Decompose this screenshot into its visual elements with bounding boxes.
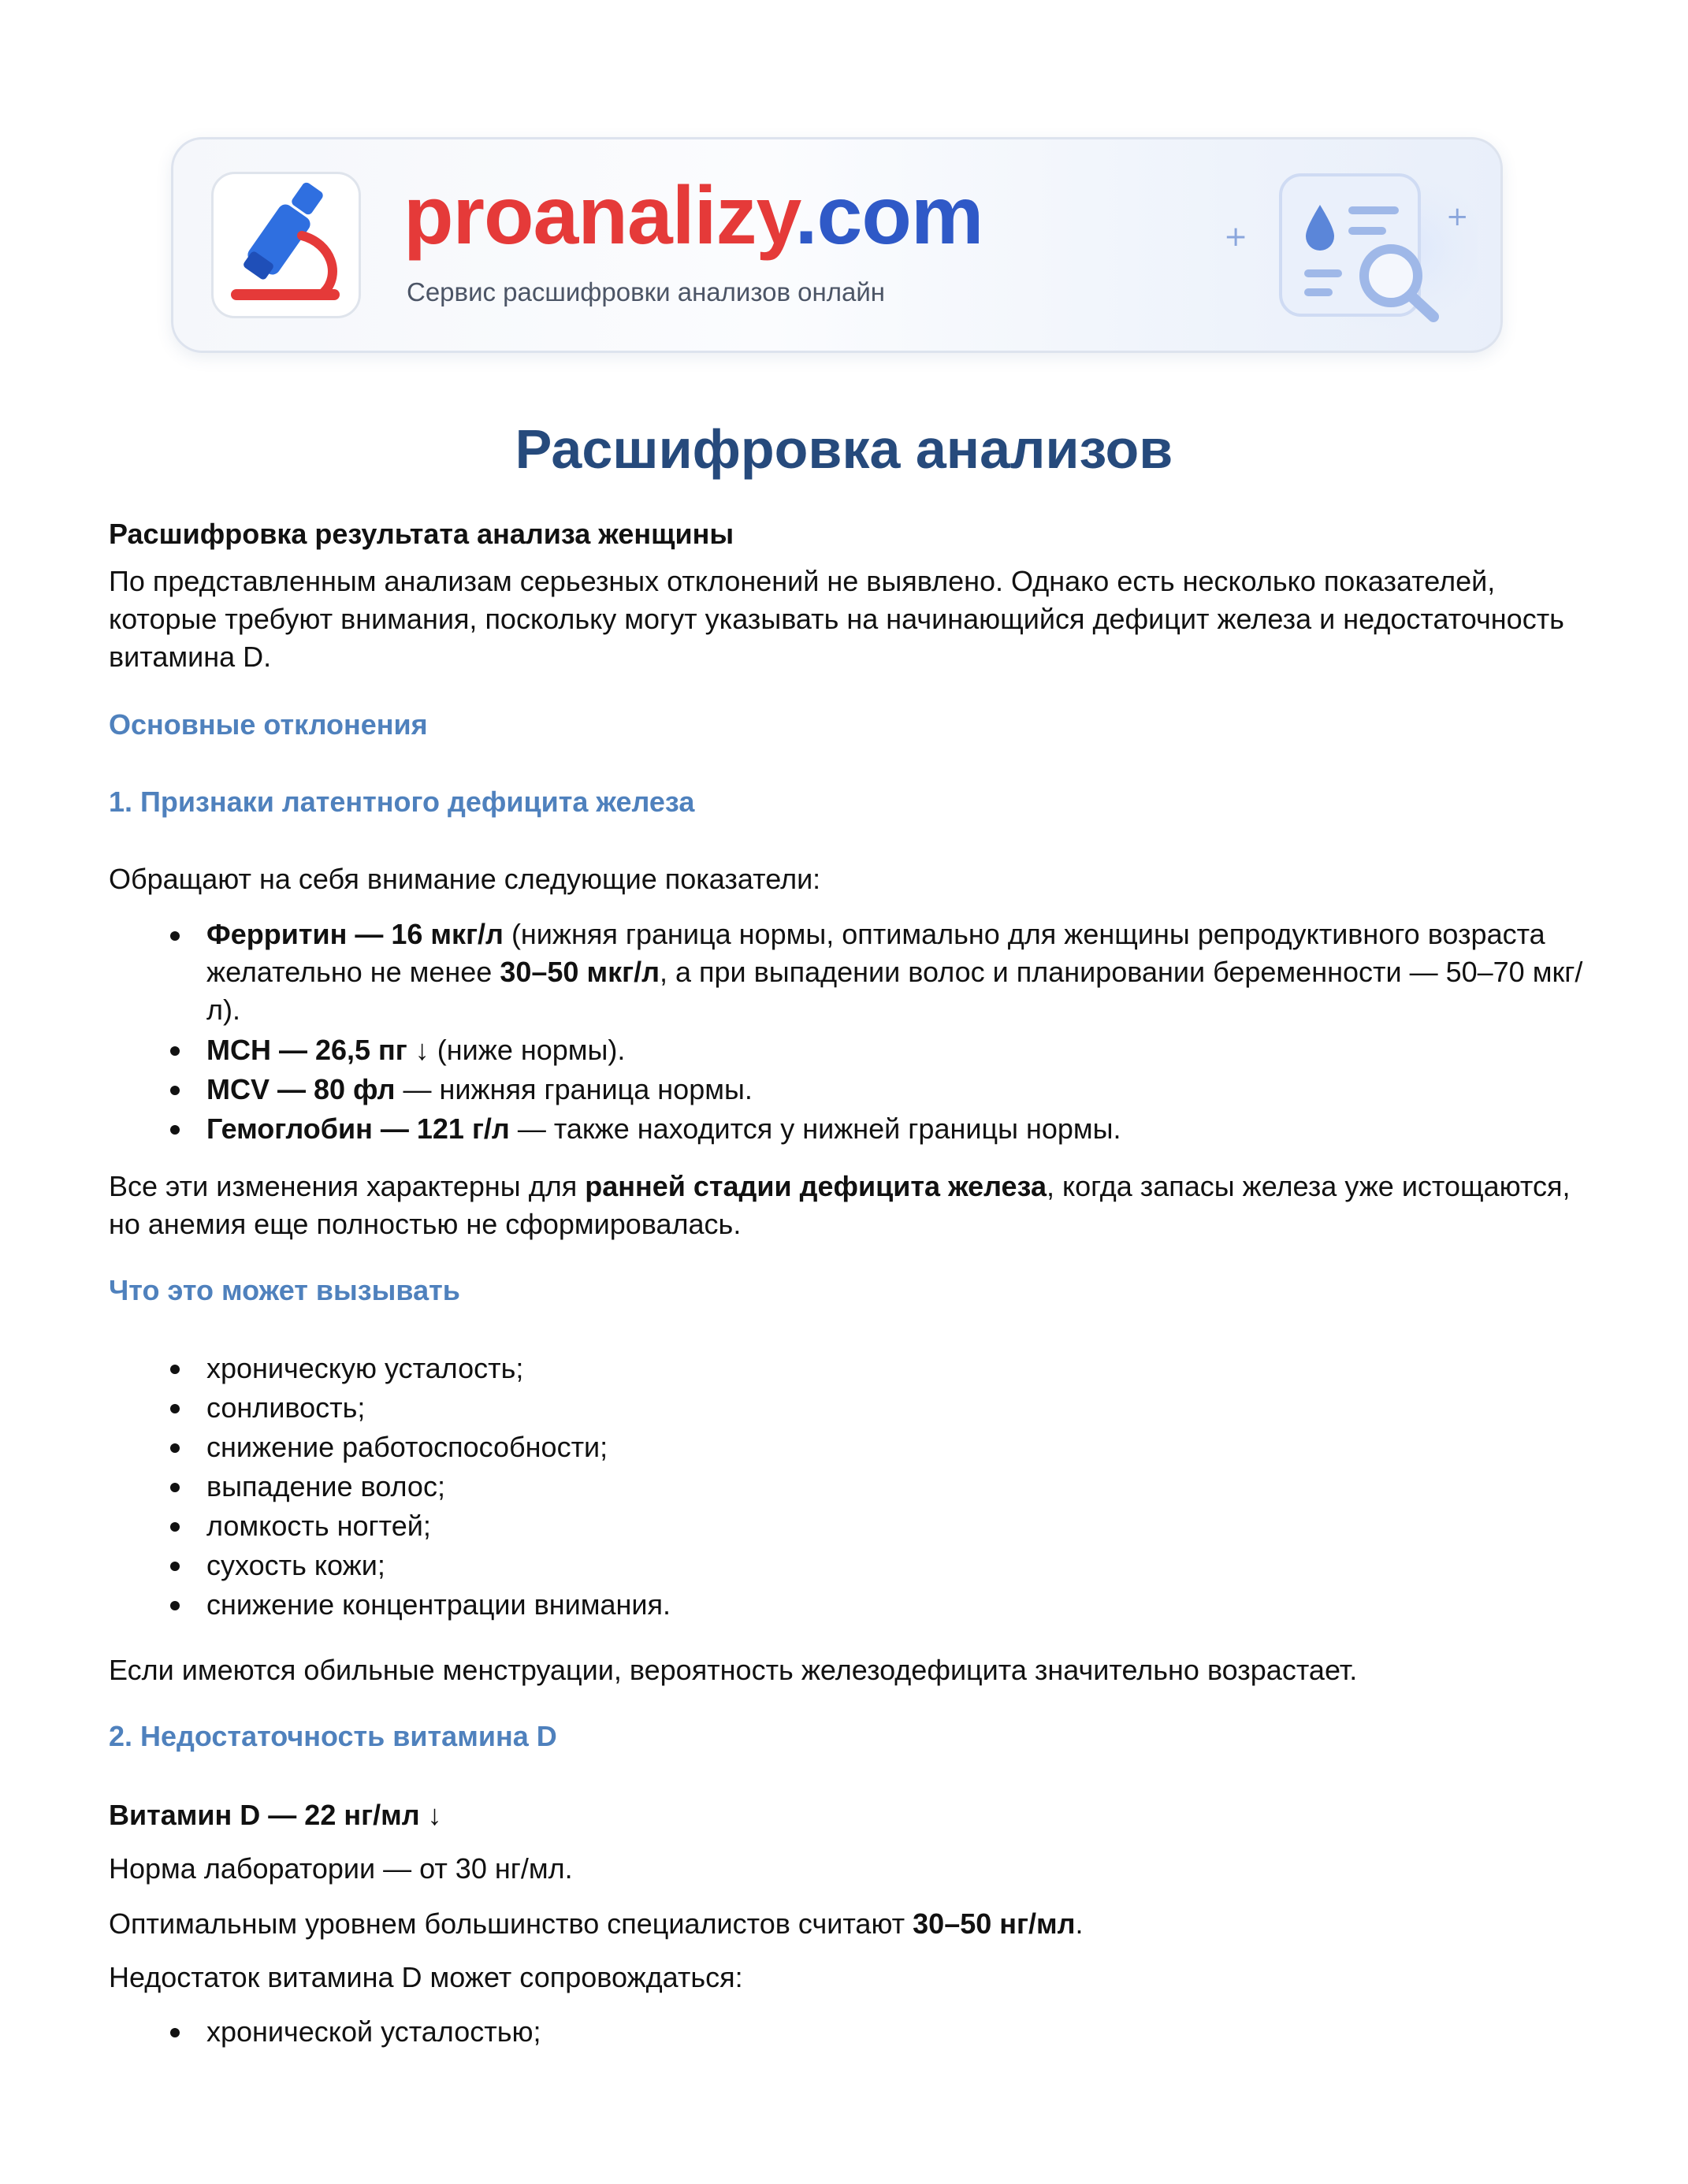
section-heading-iron: 1. Признаки латентного дефицита железа: [109, 786, 695, 818]
summary-text: Все эти изменения характерны для: [109, 1170, 586, 1202]
list-item: [109, 1070, 1590, 1109]
list-item: [109, 1109, 1590, 1149]
vitamin-d-value: Витамин D — 22 нг/мл ↓: [109, 1799, 442, 1831]
document-magnifier-icon: [1210, 158, 1478, 339]
page-title: Расшифровка анализов: [515, 418, 1173, 480]
section-heading-vitamin-d: 2. Недостаточность витамина D: [109, 1720, 557, 1752]
microscope-icon: [214, 174, 359, 316]
item-text: — нижняя граница нормы.: [395, 1073, 753, 1105]
item-text: — также находится у нижней границы нормы.: [509, 1112, 1121, 1145]
item-bold-lead: MCH — 26,5 пг ↓: [206, 1034, 429, 1066]
optimal-bold: 30–50 нг/мл: [913, 1907, 1076, 1940]
section-heading-main-deviations: Основные отклонения: [109, 708, 428, 741]
vitamin-d-symptoms-list: [109, 2012, 1590, 2052]
item-bold-lead: MCV — 80 фл: [206, 1073, 396, 1105]
iron-indicators-list: [109, 916, 1590, 1149]
list-item: сонливость;: [109, 1388, 1590, 1428]
brand-part-blue: .com: [794, 170, 983, 262]
brand-name[interactable]: [403, 170, 983, 262]
brand-part-red: proanalizy: [403, 170, 795, 262]
vitamin-d-optimal: [109, 1905, 1590, 1943]
list-item: сухость кожи;: [109, 1546, 1590, 1585]
causes-list: [109, 1349, 1590, 1625]
item-bold-range: 30–50 мкг/л: [500, 956, 660, 988]
list-item: хроническую усталость;: [109, 1349, 1590, 1388]
svg-text:+: +: [1224, 221, 1248, 253]
item-text: (ниже нормы).: [429, 1034, 626, 1066]
optimal-text: Оптимальным уровнем большинство специалистов считают: [109, 1907, 913, 1940]
causes-note: Если имеются обильные менструации, вероятность железодефицита значительно возрастает.: [109, 1654, 1358, 1686]
list-item: [109, 916, 1590, 1029]
iron-lead-text: Обращают на себя внимание следующие показатели:: [109, 863, 821, 895]
list-item: ломкость ногтей;: [109, 1506, 1590, 1546]
item-text-tail: , а при выпадении волос и планировании беременности — 50–70 мкг/л).: [206, 956, 1583, 1026]
brand-tagline: Сервис расшифровки анализов онлайн: [407, 277, 885, 306]
item-text: (нижняя граница нормы, оптимально для женщины репродуктивного возраста желательно не менее: [206, 918, 1545, 988]
iron-summary-paragraph: [109, 1168, 1590, 1243]
list-item: снижение концентрации внимания.: [109, 1585, 1590, 1625]
item-bold-lead: Ферритин — 16 мкг/л: [206, 918, 504, 950]
list-item: выпадение волос;: [109, 1467, 1590, 1506]
summary-text-tail: , когда запасы железа уже истощаются, но анемия еще полностью не сформировалась.: [109, 1170, 1571, 1240]
section-heading-causes: Что это может вызывать: [109, 1274, 460, 1306]
item-bold-lead: Гемоглобин — 121 г/л: [206, 1112, 510, 1145]
summary-bold: ранней стадии дефицита железа: [585, 1170, 1047, 1202]
logo-badge: [211, 172, 361, 318]
list-item: снижение работоспособности;: [109, 1428, 1590, 1467]
list-item: хронической усталостью;: [109, 2012, 1590, 2052]
vitamin-d-norm: Норма лаборатории — от 30 нг/мл.: [109, 1852, 573, 1885]
svg-text:+: +: [1446, 201, 1469, 232]
optimal-text-tail: .: [1075, 1907, 1084, 1940]
list-item: [109, 1031, 1590, 1070]
result-subtitle: Расшифровка результата анализа женщины: [109, 518, 734, 550]
vitamin-d-lead: Недостаток витамина D может сопровождаться:: [109, 1961, 743, 1993]
intro-paragraph: По представленным анализам серьезных отклонений не выявлено. Однако есть несколько показателей, которые требуют внимания, поскольку могут указывать на начинающийся дефицит железа и недостаточность витамина D.: [109, 565, 1564, 673]
